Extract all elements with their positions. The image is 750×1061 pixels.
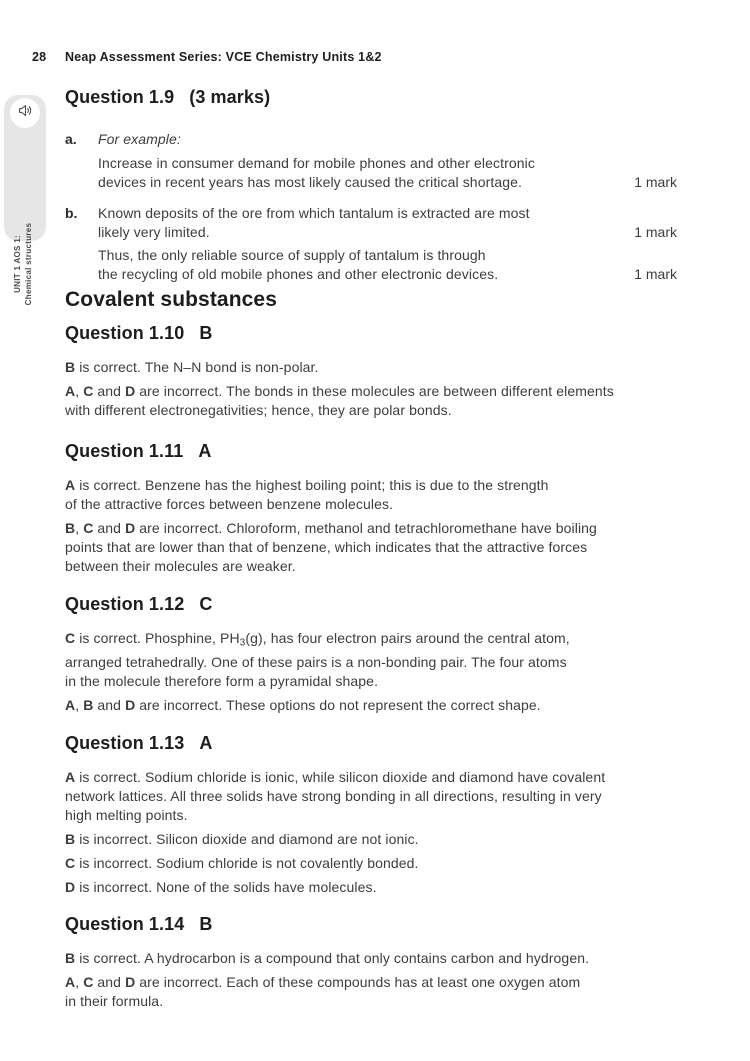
explanation-correct: B is correct. The N–N bond is non-polar.	[65, 359, 319, 375]
header-title: Neap Assessment Series: VCE Chemistry Units 1&2	[65, 50, 382, 64]
part-b-label: b.	[65, 205, 78, 221]
question-1-13-block	[65, 732, 677, 902]
question-1-9-marks: (3 marks)	[189, 87, 271, 107]
part-a-answer-text: Increase in consumer demand for mobile phones and other electronic devices in recent years has most likely caused the critical shortage.	[98, 155, 535, 190]
explanation-correct: C is correct. Phosphine, PH3(g), has four electron pairs around the central atom, arranged tetrahedrally. One of these pairs is a non-bonding pair. The four atoms in the molecule therefore form a pyramidal shape.	[65, 630, 570, 689]
question-1-12-heading	[65, 593, 677, 615]
mark-allocation: 1 mark	[634, 266, 677, 282]
unit-tab-label-line2: Chemical structures	[24, 222, 33, 306]
mark-allocation: 1 mark	[634, 224, 677, 240]
part-a-label: a.	[65, 131, 77, 147]
question-1-14-block	[65, 913, 677, 1016]
question-1-14-answer-letter: B	[199, 914, 213, 934]
question-1-10-heading	[65, 322, 677, 344]
question-1-13-title: Question 1.13	[65, 733, 185, 753]
page-number: 28	[32, 50, 47, 64]
question-1-11-heading	[65, 440, 677, 462]
unit-tab-label	[12, 189, 38, 339]
part-b	[65, 204, 677, 288]
part-a-intro: For example:	[98, 131, 181, 147]
explanation-correct: B is correct. A hydrocarbon is a compound that only contains carbon and hydrogen.	[65, 950, 590, 966]
question-1-14-heading	[65, 913, 677, 935]
question-1-10-title: Question 1.10	[65, 323, 185, 343]
part-b-answer-text-2: Thus, the only reliable source of supply of tantalum is through the recycling of old mobile phones and other electronic devices.	[98, 247, 499, 282]
question-1-11-title: Question 1.11	[65, 441, 184, 461]
unit-tab	[4, 95, 46, 306]
question-1-10-answer-letter: B	[199, 323, 213, 343]
question-1-9-block	[65, 86, 677, 296]
explanation-incorrect: B, C and D are incorrect. Chloroform, methanol and tetrachloromethane have boiling points that are lower than that of benzene, which indicates that the attractive forces between their molecules are weaker.	[65, 520, 597, 574]
unit-tab-label-line1: UNIT 1 AOS 1:	[13, 235, 22, 293]
announcement-icon	[18, 103, 33, 123]
question-1-12-answer-letter: C	[199, 594, 213, 614]
part-a	[65, 130, 677, 196]
question-1-11-block	[65, 440, 677, 581]
question-1-9-heading	[65, 86, 677, 108]
mark-allocation: 1 mark	[634, 174, 677, 190]
question-1-10-block	[65, 322, 677, 425]
tab-icon-circle	[10, 98, 40, 128]
explanation-incorrect-d: D is incorrect. None of the solids have molecules.	[65, 879, 377, 895]
question-1-9-title: Question 1.9	[65, 87, 175, 107]
explanation-incorrect: A, C and D are incorrect. The bonds in these molecules are between different elements with different electronegativities; hence, they are polar bonds.	[65, 383, 614, 418]
running-header	[32, 50, 382, 64]
explanation-incorrect-c: C is incorrect. Sodium chloride is not covalently bonded.	[65, 855, 419, 871]
question-1-12-title: Question 1.12	[65, 594, 185, 614]
part-b-answer-text-1: Known deposits of the ore from which tantalum is extracted are most likely very limited.	[98, 205, 530, 240]
question-1-14-title: Question 1.14	[65, 914, 185, 934]
question-1-13-heading	[65, 732, 677, 754]
explanation-incorrect-b: B is incorrect. Silicon dioxide and diamond are not ionic.	[65, 831, 419, 847]
question-1-11-answer-letter: A	[198, 441, 212, 461]
question-1-13-answer-letter: A	[199, 733, 213, 753]
explanation-correct: A is correct. Benzene has the highest boiling point; this is due to the strength of the attractive forces between benzene molecules.	[65, 477, 549, 512]
explanation-correct: A is correct. Sodium chloride is ionic, while silicon dioxide and diamond have covalent network lattices. All three solids have strong bonding in all directions, resulting in very high melting points.	[65, 769, 606, 823]
question-1-12-block	[65, 593, 677, 720]
section-heading-covalent-substances: Covalent substances	[65, 288, 277, 311]
explanation-incorrect: A, C and D are incorrect. Each of these compounds has at least one oxygen atom in their formula.	[65, 974, 581, 1009]
explanation-incorrect: A, B and D are incorrect. These options do not represent the correct shape.	[65, 696, 541, 713]
